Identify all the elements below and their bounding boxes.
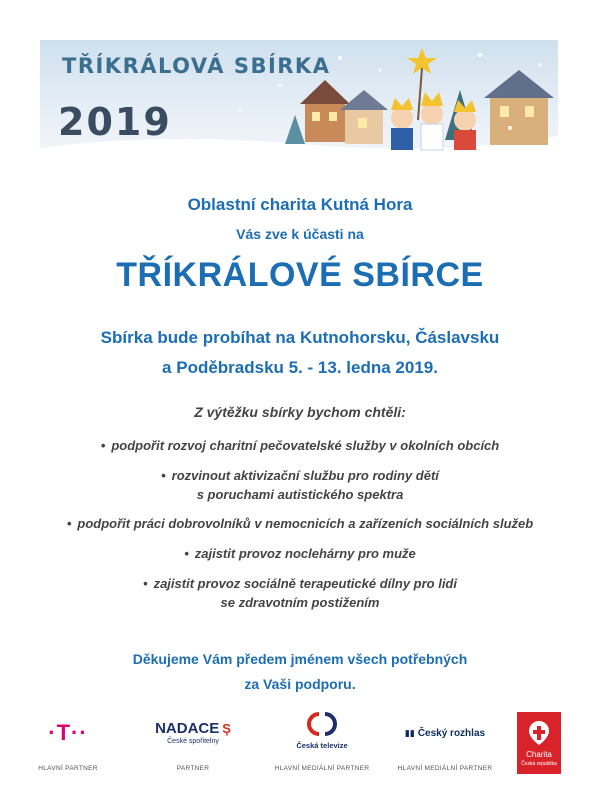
goal-item: • podpořit rozvoj charitní pečovatelské služby v okolních obcích bbox=[100, 438, 500, 453]
collection-area-line-2: a Poděbradsku 5. - 13. ledna 2019. bbox=[162, 358, 438, 377]
collection-area-line-1: Sbírka bude probíhat na Kutnohorsku, Čáslavsku bbox=[100, 328, 500, 347]
telekom-logo: ·T·· bbox=[48, 720, 88, 745]
savings-bank-icon: Ş bbox=[222, 721, 231, 736]
nadace-sub: České spořitelny bbox=[167, 738, 219, 745]
charita-logo bbox=[517, 712, 561, 774]
ceska-televize-name: Česká televize bbox=[296, 741, 348, 750]
bullet-icon: • bbox=[100, 438, 106, 453]
banner-year: 2019 bbox=[58, 100, 172, 144]
partner-role: HLAVNÍ MEDIÁLNÍ PARTNER bbox=[274, 765, 370, 772]
nadace-logo: NADACE Ş bbox=[155, 720, 231, 737]
bullet-icon: • bbox=[184, 546, 189, 561]
bullet-icon: • bbox=[66, 516, 72, 531]
radio-icon: ▮▮ bbox=[404, 728, 415, 738]
partner-cesky-rozhlas bbox=[390, 712, 500, 772]
partner-nadace-cs bbox=[138, 712, 248, 772]
invitation-text: Vás zve k účasti na bbox=[236, 226, 364, 242]
partner-ceska-televize bbox=[262, 712, 382, 772]
goal-item: • zajistit provoz sociálně terapeutické dílny pro lidi se zdravotním postižením bbox=[143, 576, 457, 610]
partner-role: PARTNER bbox=[176, 765, 210, 772]
goal-item: • rozvinout aktivizační službu pro rodiny dětí s poruchami autistického spektra bbox=[161, 468, 439, 502]
partner-role: HLAVNÍ MEDIÁLNÍ PARTNER bbox=[397, 765, 493, 772]
organizer-name: Oblastní charita Kutná Hora bbox=[187, 195, 413, 214]
headline: TŘÍKRÁLOVÉ SBÍRCE bbox=[116, 256, 484, 294]
partner-telekom bbox=[28, 712, 108, 772]
thanks-line-1: Děkujeme Vám předem jménem všech potřebných bbox=[132, 651, 468, 667]
thanks-line-2: za Vaši podporu. bbox=[244, 676, 356, 692]
charita-sub: Česká republika bbox=[521, 761, 557, 767]
header-banner bbox=[40, 40, 558, 165]
goals-title: Z výtěžku sbírky bychom chtěli: bbox=[194, 404, 406, 420]
charita-name: Charita bbox=[526, 750, 552, 759]
partner-role: HLAVNÍ PARTNER bbox=[38, 765, 98, 772]
bullet-icon: • bbox=[161, 468, 166, 483]
partner-charita bbox=[515, 712, 563, 772]
goal-item: • podpořit práci dobrovolníků v nemocnicích a zařízeních sociálních služeb bbox=[66, 516, 534, 531]
charita-cross-icon bbox=[524, 718, 554, 748]
goal-item: • zajistit provoz noclehárny pro muže bbox=[184, 546, 416, 561]
banner-title: TŘÍKRÁLOVÁ SBÍRKA bbox=[62, 54, 331, 78]
ceska-televize-icon bbox=[307, 712, 337, 736]
bullet-icon: • bbox=[143, 576, 148, 591]
cesky-rozhlas-logo: ▮▮ Český rozhlas bbox=[404, 728, 486, 739]
